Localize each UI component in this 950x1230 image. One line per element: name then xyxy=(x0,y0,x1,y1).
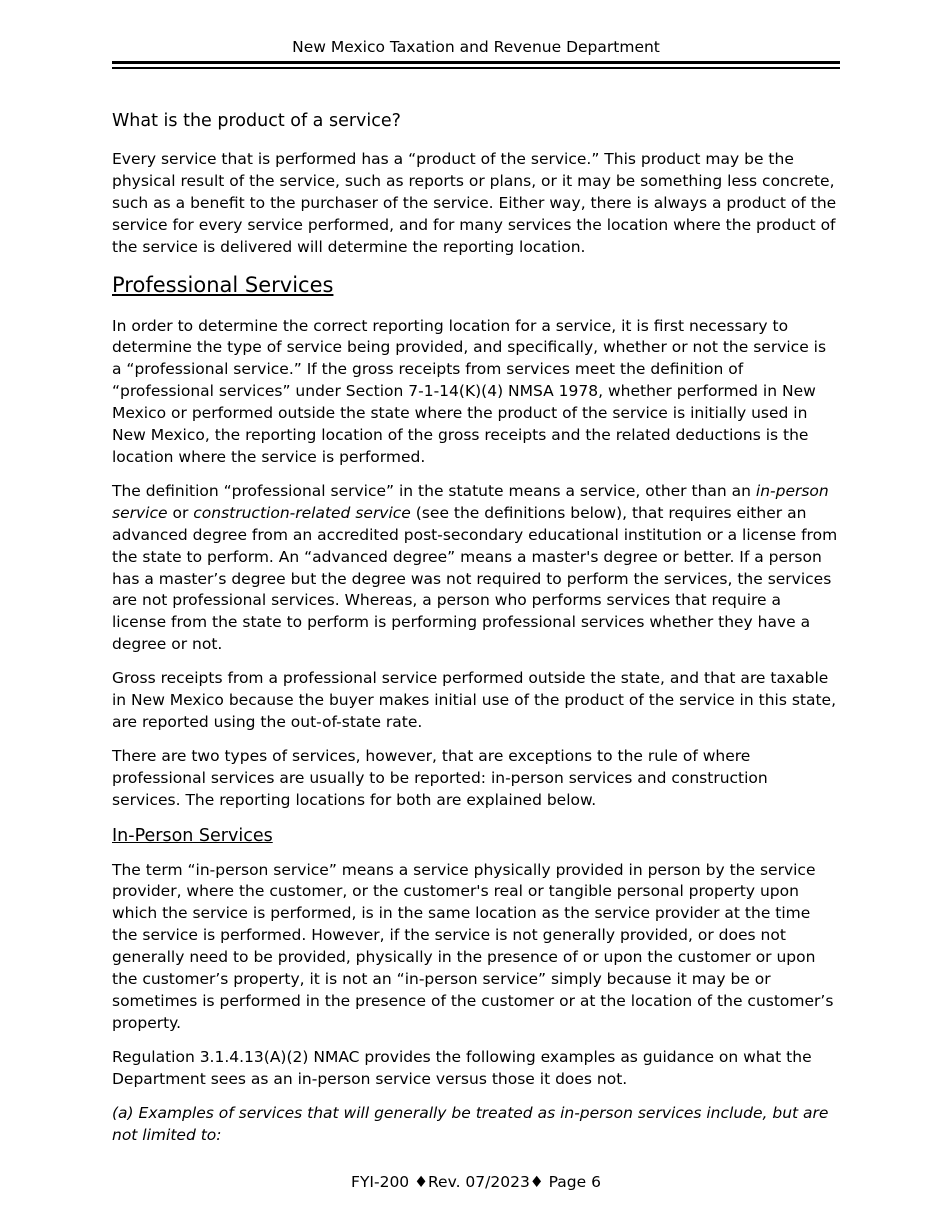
in-person-services-heading: In-Person Services xyxy=(112,825,273,846)
definition-text-c: (see the definitions below), that requires either an advanced degree from an accredited post-secondary educational institution or a license from the state to perform. An “advanced degree” means a master's degree or better. If a person has a master’s degree but the degree was not required to perform the services, the services are not professional services. Whereas, a person who performs services that require a license from the state to perform is performing professional services whether they have a degree or not. xyxy=(112,503,838,654)
professional-paragraph-1: In order to determine the correct reporting location for a service, it is first necessary to determine the type of service being provided, and specifically, whether or not the service is a “professional service.” If the gross receipts from services meet the definition of “professional services” under Section 7-1-14(K)(4) NMSA 1978, whether performed in New Mexico or performed outside the state where the product of the service is initially used in New Mexico, the reporting location of the gross receipts and the related deductions is the location where the service is performed. xyxy=(112,316,827,466)
professional-paragraph-2 xyxy=(112,481,840,656)
professional-paragraph-3: Gross receipts from a professional service performed outside the state, and that are taxable in New Mexico because the buyer makes initial use of the product of the service in this state, are reported using the out-of-state rate. xyxy=(112,669,837,731)
professional-paragraph-4: There are two types of services, however, that are exceptions to the rule of where professional services are usually to be reported: in-person services and construction services. The reporting locations for both are explained below. xyxy=(112,746,768,809)
document-body xyxy=(112,109,840,1158)
construction-service-term: construction-related service xyxy=(193,503,411,522)
in-person-paragraph-2: Regulation 3.1.4.13(A)(2) NMAC provides the following examples as guidance on what the Department sees as an in-person service versus those it does not. xyxy=(112,1047,812,1088)
in-person-examples-intro: (a) Examples of services that will generally be treated as in-person services include, but are not limited to: xyxy=(112,1103,829,1144)
product-paragraph: Every service that is performed has a “product of the service.” This product may be the physical result of the service, such as reports or plans, or it may be something less concrete, such as a benefit to the purchaser of the service. Either way, there is always a product of the service for every service performed, and for many services the location where the product of the service is delivered will determine the reporting location. xyxy=(112,150,837,256)
page-header: New Mexico Taxation and Revenue Department xyxy=(292,38,660,56)
page-footer: FYI-200 ♦Rev. 07/2023♦ Page 6 xyxy=(351,1173,601,1191)
professional-services-heading: Professional Services xyxy=(112,272,334,297)
header-rule-thick xyxy=(112,61,840,64)
product-question-heading: What is the product of a service? xyxy=(112,111,401,131)
header-rule-thin xyxy=(112,67,840,69)
definition-text-a: The definition “professional service” in the statute means a service, other than an xyxy=(112,481,756,500)
in-person-service-term: in-person service xyxy=(112,481,829,522)
definition-text-b: or xyxy=(167,503,194,522)
in-person-paragraph-1: The term “in-person service” means a service physically provided in person by the service provider, where the customer, or the customer's real or tangible personal property upon which the service is performed, is in the same location as the service provider at the time the service is performed. However, if the service is not generally provided, or does not generally need to be provided, physically in the presence of or upon the customer or upon the customer’s property, it is not an “in-person service” simply because it may be or sometimes is performed in the presence of the customer or at the location of the customer’s property. xyxy=(112,860,834,1032)
